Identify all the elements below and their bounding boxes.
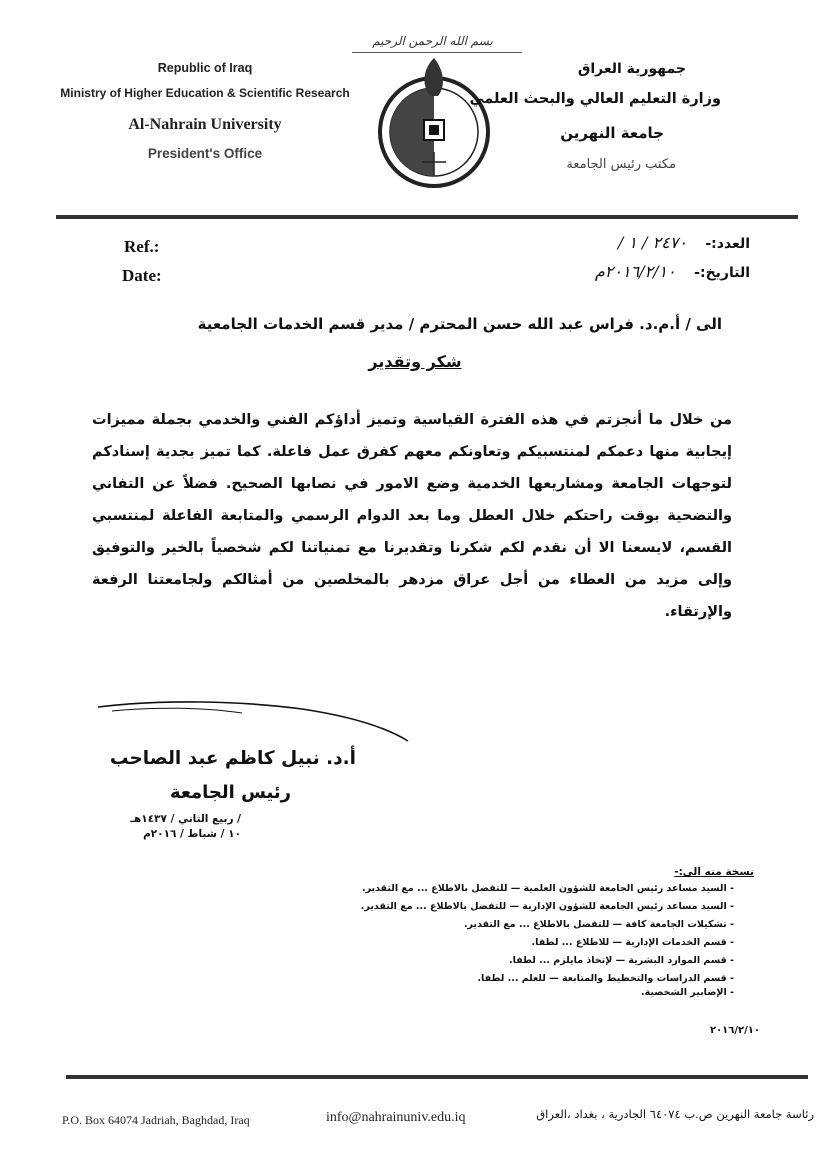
- ref-number-row: [450, 233, 750, 252]
- letter-body: من خلال ما أنجزتم في هذه الفترة القياسية وتميز أداؤكم الفني والخدمي بجملة مميزات إيجابية منها دعمكم لمنتسبيكم وتعاونكم معهم كفرق عمل فاعلة. كما تميز بجدية إسنادكم لتوجهات الجامعة ومشاريعها الخدمية وضع الامور في نصابها الصحيح. فضلاً عن التفاني والتضحية بوقت راحتكم خلال العطل وما بعد الدوام الرسمي والمتابعة الفاعلة لمنتسبي القسم، لايسعنا الا أن نقدم لكم شكرنا وتقديرنا مع تمنياتنا لكم شخصياً بالخير والتوفيق وإلى مزيد من العطاء من أجل عراق مزدهر بالمخلصين من أمثالكم ولجامعتنا الرفعة والإرتقاء.: [92, 412, 732, 620]
- footer-email[interactable]: info@nahrainuniv.edu.iq: [326, 1110, 466, 1125]
- header-country-en: Republic of Iraq: [157, 61, 253, 75]
- signature-hijri-date: / ربيع الثاني / ١٤٣٧هـ: [130, 813, 241, 825]
- list-item: - تشكيلات الجامعة كافة — للتفضل بالاطلاع ... مع التقدير.: [463, 919, 734, 930]
- signature-scribble: [92, 695, 412, 751]
- copies-heading: نسخة منه الى:-: [674, 866, 754, 878]
- footer-pobox: P.O. Box 64074 Jadriah, Baghdad, Iraq: [62, 1113, 250, 1127]
- copies-date-note: ٢٠١٦/٢/١٠: [709, 1025, 760, 1036]
- list-item: - قسم الخدمات الإدارية — للاطلاع ... لطفا.: [531, 937, 734, 948]
- ref-date-row: [450, 262, 750, 281]
- number-value: ٢٤٧٠ / ١ /: [617, 233, 687, 252]
- number-label-ar: العدد:-: [705, 236, 750, 252]
- subject: شكر وتقدير: [368, 352, 462, 371]
- ref-label: Ref.:: [124, 237, 160, 256]
- header-university-ar: جامعة النهرين: [560, 124, 664, 142]
- footer-address-ar: رئاسة جامعة النهرين ص.ب ٦٤٠٧٤ الجادرية ، بغداد ،العراق: [536, 1107, 814, 1121]
- signature-title: رئيس الجامعة: [169, 782, 291, 803]
- list-item: - قسم الموارد البشرية — لإتخاذ مايلزم ... لطفا.: [509, 955, 734, 966]
- footer-divider: [66, 1075, 808, 1079]
- date-value: ٢٠١٦/٢/١٠م: [594, 262, 676, 281]
- signature-name: أ.د. نبيل كاظم عبد الصاحب: [109, 748, 356, 769]
- list-item: - السيد مساعد رئيس الجامعة للشؤون الإدارية — للتفضل بالاطلاع ... مع التقدير.: [360, 901, 734, 912]
- header-ministry-ar: وزارة التعليم العالي والبحث العلمي: [469, 91, 721, 107]
- date-label-ar: التاريخ:-: [694, 265, 750, 281]
- header-divider: [56, 215, 798, 219]
- header-ministry-en: Ministry of Higher Education & Scientific Research: [60, 86, 350, 100]
- list-item: - الإضابير الشخصية.: [641, 987, 734, 998]
- addressee: الى / أ.م.د. فراس عبد الله حسن المحترم / مدير قسم الخدمات الجامعية: [197, 315, 722, 333]
- list-item: - السيد مساعد رئيس الجامعة للشؤون العلمية — للتفضل بالاطلاع ... مع التقدير.: [361, 883, 734, 894]
- basmala: بسم الله الرحمن الرحيم: [372, 34, 493, 48]
- list-item: - قسم الدراسات والتخطيط والمتابعة — للعلم ... لطفا.: [477, 973, 734, 984]
- header-office-en: President's Office: [147, 146, 263, 161]
- header-office-ar: مكتب رئيس الجامعة: [566, 157, 676, 172]
- date-label: Date:: [122, 266, 162, 285]
- signature-gregorian-date: ١٠ / شباط / ٢٠١٦م: [143, 828, 241, 840]
- copies-list: [314, 883, 734, 1001]
- header-university-en: Al-Nahrain University: [128, 116, 282, 133]
- header-country-ar: جمهورية العراق: [577, 61, 686, 77]
- university-seal-icon: [378, 52, 490, 192]
